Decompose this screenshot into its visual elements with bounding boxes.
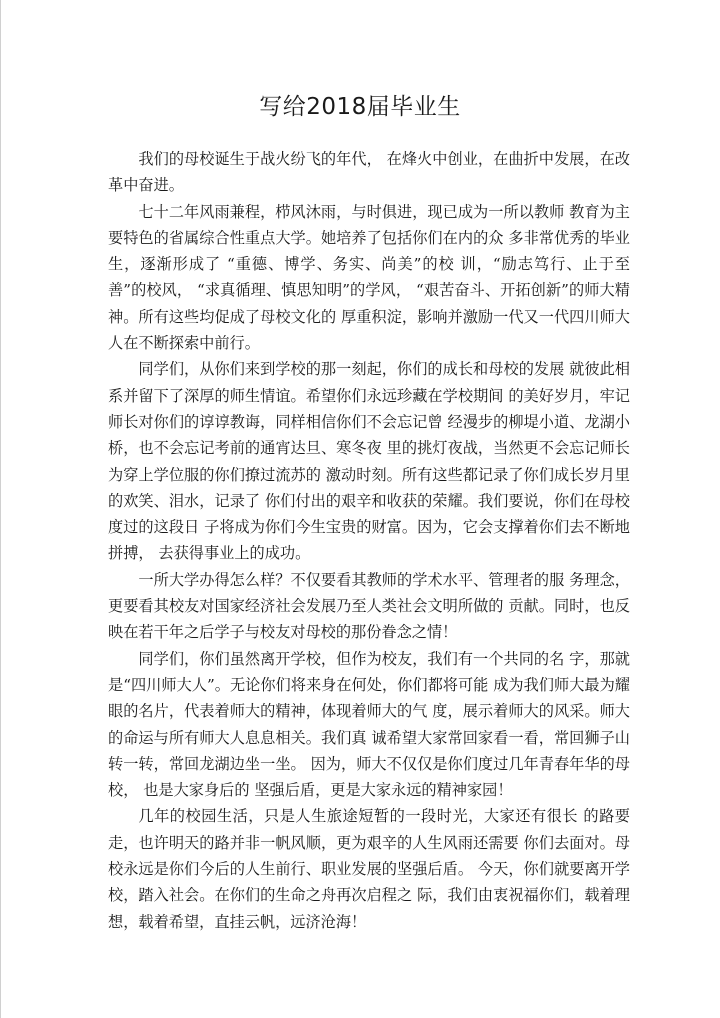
paragraph-3: 同学们，从你们来到学校的那一刻起，你们的成长和母校的发展 就彼此相系并留下了深厚的师生情谊。希望你们永远珍藏在学校期间 的美好岁月，牢记师长对你们的谆谆教诲，同样相信你们不会忘记曾 经漫步的柳堤小道、龙湖小桥，也不会忘记考前的通宵达旦、寒冬夜 里的挑灯夜战，当然更不会忘记师长为穿上学位服的你们撩过流苏的 激动时刻。所有这些都记录了你们成长岁月里的欢笑、泪水，记录了 你们付出的艰辛和收获的荣耀。我们要说，你们在母校度过的这段日 子将成为你们今生宝贵的财富。因为，它会支撑着你们去不断地拼搏， 去获得事业上的成功。: [108, 360, 630, 563]
paragraph-1: 我们的母校诞生于战火纷飞的年代， 在烽火中创业，在曲折中发展，在改革中奋进。: [108, 150, 630, 195]
document-title: 写给2018届毕业生: [259, 94, 461, 120]
document-body: [108, 146, 630, 935]
paragraph-5: 同学们，你们虽然离开学校，但作为校友，我们有一个共同的名 字，那就是“四川师大人”。无论你们将来身在何处，你们都将可能 成为我们师大最为耀眼的名片，代表着师大的精神，体现着师大的气 度，展示着师大的风采。师大的命运与所有师大人息息相关。我们真 诚希望大家常回家看一看，常回狮子山转一转，常回龙湖边坐一坐。 因为，师大不仅仅是你们度过几年青春年华的母校， 也是大家身后的 坚强后盾，更是大家永远的精神家园！: [108, 649, 630, 800]
paragraph-2: 七十二年风雨兼程，栉风沐雨，与时俱进，现已成为一所以教师 教育为主要特色的省属综合性重点大学。她培养了包括你们在内的众 多非常优秀的毕业生，逐渐形成了 “重德、博学、务实、尚美”的校 训，“励志笃行、止于至善”的校风， “求真循理、慎思知明”的学风， “艰苦奋斗、开拓创新”的师大精神。所有这些均促成了母校文化的 厚重积淀，影响并激励一代又一代四川师大人在不断探索中前行。: [108, 202, 630, 353]
page-edge-line: [0, 0, 1, 1018]
paragraph-6: 几年的校园生活，只是人生旅途短暂的一段时光，大家还有很长 的路要走，也许明天的路并非一帆风顺，更为艰辛的人生风雨还需要 你们去面对。母校永远是你们今后的人生前行、职业发展的坚强后盾。 今天，你们就要离开学校，踏入社会。在你们的生命之舟再次启程之 际，我们由衷祝福你们，载着理想，载着希望，直挂云帆，远济沧海！: [108, 807, 630, 931]
paragraph-4: 一所大学办得怎么样？不仅要看其教师的学术水平、管理者的服 务理念，更要看其校友对国家经济社会发展乃至人类社会文明所做的 贡献。同时，也反映在若干年之后学子与校友对母校的那份眷念之情！: [108, 570, 630, 642]
